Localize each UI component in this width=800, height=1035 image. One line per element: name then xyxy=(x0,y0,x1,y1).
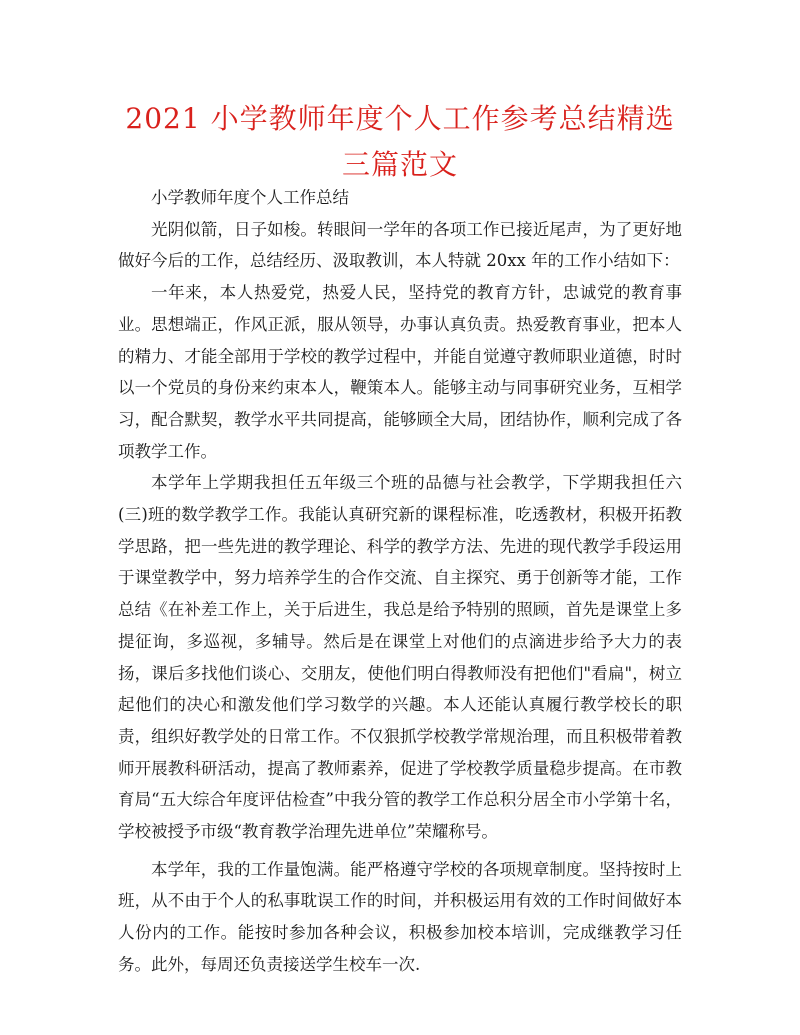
paragraph-1: 光阴似箭，日子如梭。转眼间一学年的各项工作已接近尾声，为了更好地做好今后的工作，总结经历、汲取教训，本人特就 20xx 年的工作小结如下： xyxy=(118,219,682,271)
document-title: 2021 小学教师年度个人工作参考总结精选三篇范文 xyxy=(125,102,675,181)
document-body xyxy=(118,182,682,981)
paragraph-3: 本学年上学期我担任五年级三个班的品德与社会教学，下学期我担任六(三)班的数学教学工作。我能认真研究新的课程标准，吃透教材，积极开拓教学思路，把一些先进的教学理论、科学的教学方法、先进的现代教学手段运用于课堂教学中，努力培养学生的合作交流、自主探究、勇于创新等才能，工作总结《在补差工作上，关于后进生，我总是给予特别的照顾，首先是课堂上多提征询，多巡视，多辅导。然后是在课堂上对他们的点滴进步给予大力的表扬，课后多找他们谈心、交朋友，使他们明白得教师没有把他们"看扁"，树立起他们的决心和激发他们学习数学的兴趣。本人还能认真履行教学校长的职责，组织好教学处的日常工作。不仅狠抓学校教学常规治理，而且积极带着教师开展教科研活动，提高了教师素养，促进了学校教学质量稳步提高。在市教育局“五大综合年度评估检查”中我分管的教学工作总积分居全市小学第十名，学校被授予市级“教育教学治理先进单位”荣耀称号。 xyxy=(118,473,682,842)
section-heading: 小学教师年度个人工作总结 xyxy=(151,188,349,207)
paragraph-4: 本学年，我的工作量饱满。能严格遵守学校的各项规章制度。坚持按时上班，从不由于个人的私事耽误工作的时间，并积极运用有效的工作时间做好本人份内的工作。能按时参加各种会议，积极参加校本培训，完成继教学习任务。此外，每周还负责接送学生校车一次. xyxy=(118,859,682,974)
paragraph-2: 一年来，本人热爱党，热爱人民，坚持党的教育方针，忠诚党的教育事业。思想端正，作风正派，服从领导，办事认真负责。热爱教育事业，把本人的精力、才能全部用于学校的教学过程中，并能自觉遵守教师职业道德，时时以一个党员的身份来约束本人，鞭策本人。能够主动与同事研究业务，互相学习，配合默契，教学水平共同提高，能够顾全大局，团结协作，顺利完成了各项教学工作。 xyxy=(118,283,682,461)
